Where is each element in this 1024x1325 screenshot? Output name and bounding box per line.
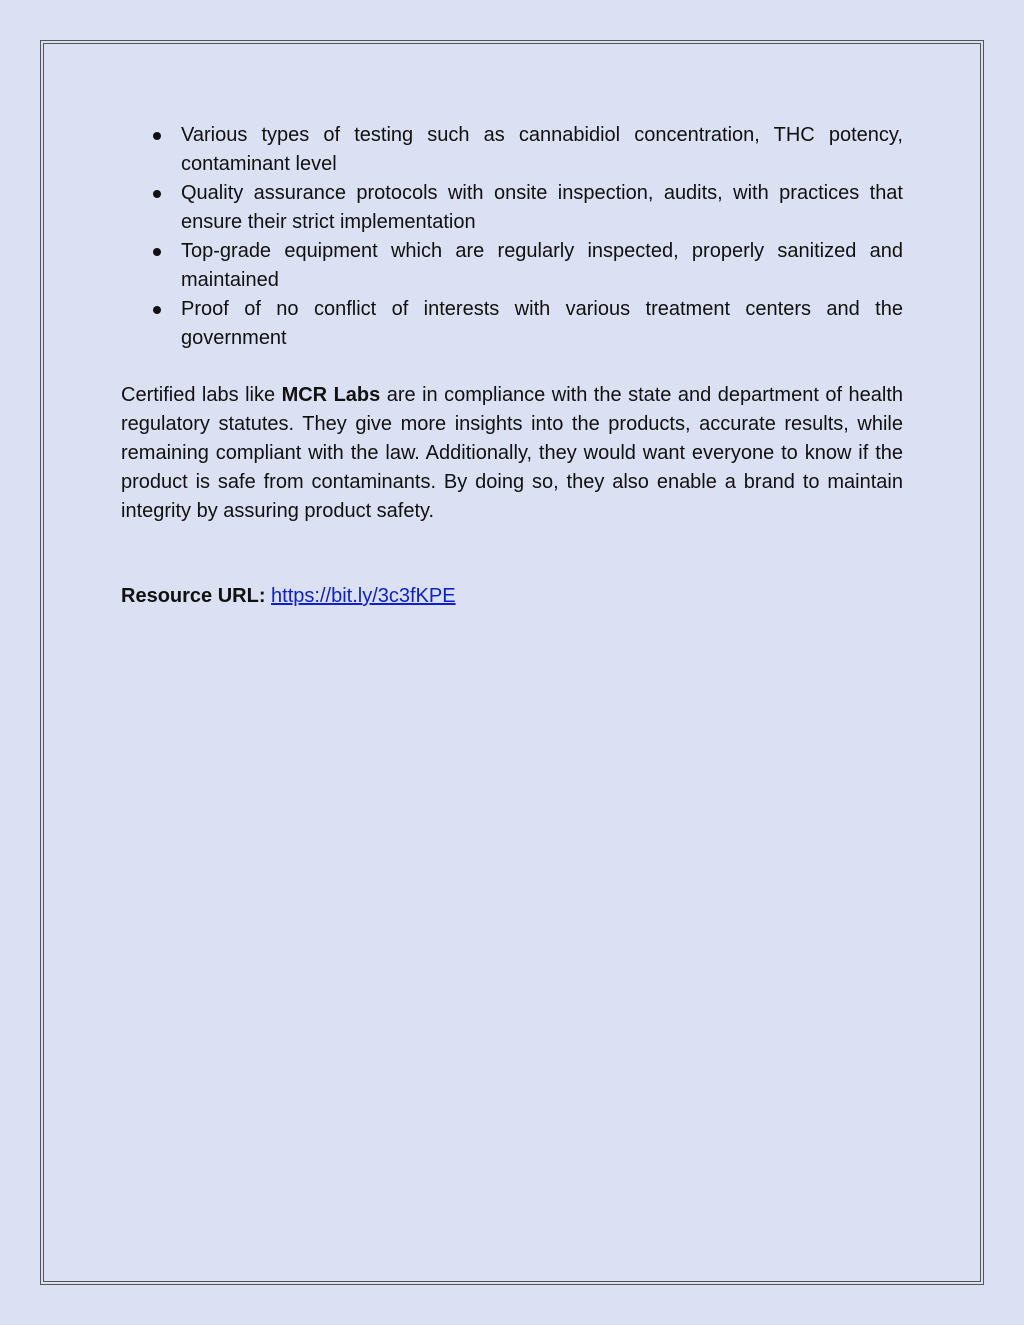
bullet-icon [153,190,161,198]
paragraph-text-after: are in compliance with the state and department of health regulatory statutes. They give more insights into the products, accurate results, while remaining compliant with the law. Additionally, they would want everyone to know if the product is safe from contaminants. By doing so, they also enable a brand to maintain integrity by assuring product safety. [121,384,903,522]
paragraph-bold-name: MCR Labs [281,384,381,406]
list-item-text: Top-grade equipment which are regularly inspected, properly sanitized and maintained [181,240,903,291]
list-item-text: Various types of testing such as cannabidiol concentration, THC potency, contaminant level [181,124,903,175]
bullet-icon [153,306,161,314]
bullet-icon [153,248,161,256]
resource-link[interactable]: https://bit.ly/3c3fKPE [271,585,456,607]
bullet-icon [153,132,161,140]
resource-line [121,582,903,611]
list-item [121,295,903,353]
document-content [121,121,903,611]
bullet-list [121,121,903,353]
resource-label: Resource URL: [121,585,266,607]
body-paragraph [121,381,903,526]
list-item [121,179,903,237]
list-item-text: Quality assurance protocols with onsite inspection, audits, with practices that ensure their strict implementation [181,182,903,233]
paragraph-text-before: Certified labs like [121,384,282,406]
list-item-text: Proof of no conflict of interests with various treatment centers and the government [181,298,903,349]
list-item [121,237,903,295]
list-item [121,121,903,179]
